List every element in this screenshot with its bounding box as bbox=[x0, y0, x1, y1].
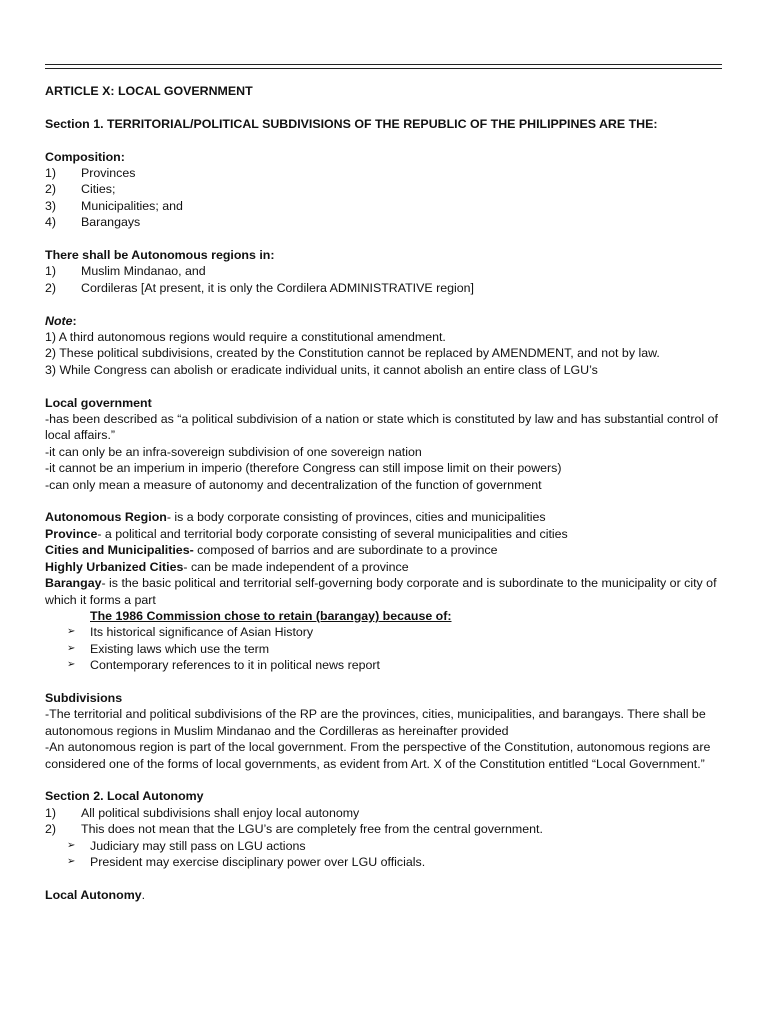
local-government-line: -it cannot be an imperium in imperio (therefore Congress can still impose limit on their powers) bbox=[45, 461, 562, 476]
definition: Barangay- is the basic political and territorial self-governing body corporate and is subordinate to the municipality or city of which it forms a part bbox=[45, 576, 717, 607]
section2-title: Section 2. Local Autonomy bbox=[45, 789, 204, 804]
section2-list bbox=[45, 805, 725, 871]
header-rule-2 bbox=[45, 68, 722, 69]
arrow-bullet-icon: ➢ bbox=[67, 659, 76, 671]
autonomous-list bbox=[45, 263, 725, 296]
list-item: 2) Cordileras [At present, it is only the Cordilera ADMINISTRATIVE region] bbox=[45, 280, 474, 295]
note-line: 3) While Congress can abolish or eradicate individual units, it cannot abolish an entire class of LGU’s bbox=[45, 362, 598, 377]
composition-list bbox=[45, 165, 725, 231]
commission-list bbox=[45, 624, 725, 673]
section1-title: Section 1. TERRITORIAL/POLITICAL SUBDIVISIONS OF THE REPUBLIC OF THE PHILIPPINES ARE THE: bbox=[45, 116, 658, 131]
local-government-line: -has been described as “a political subdivision of a nation or state which is constituted by law and has substantial control of local affairs.” bbox=[45, 412, 718, 443]
definition: Cities and Municipalities- composed of barrios and are subordinate to a province bbox=[45, 543, 498, 558]
commission-title: The 1986 Commission chose to retain (barangay) because of: bbox=[90, 608, 452, 623]
arrow-bullet-icon: ➢ bbox=[67, 626, 76, 638]
header-rule bbox=[45, 64, 722, 65]
note-line: 2) These political subdivisions, created by the Constitution cannot be replaced by AMENDMENT, and not by law. bbox=[45, 346, 660, 361]
definition: Province- a political and territorial body corporate consisting of several municipalities and cities bbox=[45, 526, 568, 541]
note-line: 1) A third autonomous regions would require a constitutional amendment. bbox=[45, 330, 446, 345]
definitions bbox=[45, 509, 725, 607]
definition: Highly Urbanized Cities- can be made independent of a province bbox=[45, 559, 409, 574]
document-page bbox=[45, 83, 725, 903]
subdivisions-line: -The territorial and political subdivisions of the RP are the provinces, cities, municipalities, and barangays. There shall be autonomous regions in Muslim Mindanao and the Cordilleras as hereinafter provided bbox=[45, 707, 706, 738]
list-item: 4) Barangays bbox=[45, 215, 141, 230]
local-government-line: -can only mean a measure of autonomy and decentralization of the function of government bbox=[45, 477, 542, 492]
list-item: 1) All political subdivisions shall enjoy local autonomy bbox=[45, 805, 360, 820]
subdivisions-line: -An autonomous region is part of the local government. From the perspective of the Constitution, autonomous regions are considered one of the forms of local governments, as evident from Art. X of the Constitution entitled “Local Government.” bbox=[45, 740, 711, 771]
local-government-line: -it can only be an infra-sovereign subdivision of one sovereign nation bbox=[45, 444, 422, 459]
list-item: ➢ President may exercise disciplinary power over LGU officials. bbox=[67, 854, 426, 869]
list-item: ➢ Judiciary may still pass on LGU actions bbox=[67, 838, 306, 853]
subdivisions-title: Subdivisions bbox=[45, 690, 123, 705]
arrow-bullet-icon: ➢ bbox=[67, 855, 76, 867]
list-item: ➢ Contemporary references to it in political news report bbox=[67, 658, 380, 673]
arrow-bullet-icon: ➢ bbox=[67, 839, 76, 851]
list-item: 1) Provinces bbox=[45, 166, 136, 180]
autonomous-title: There shall be Autonomous regions in: bbox=[45, 248, 275, 263]
local-government-title: Local government bbox=[45, 395, 152, 410]
note-title: Note: bbox=[45, 313, 77, 328]
definition: Autonomous Region- is a body corporate consisting of provinces, cities and municipalities bbox=[45, 510, 546, 525]
list-item: 2) Cities; bbox=[45, 182, 116, 197]
list-item: 2) This does not mean that the LGU’s are completely free from the central government. bbox=[45, 822, 543, 837]
arrow-bullet-icon: ➢ bbox=[67, 642, 76, 654]
list-item: ➢ Existing laws which use the term bbox=[67, 641, 270, 656]
list-item: 3) Municipalities; and bbox=[45, 198, 183, 213]
list-item: 1) Muslim Mindanao, and bbox=[45, 264, 206, 279]
composition-title: Composition: bbox=[45, 149, 125, 164]
local-autonomy-title: Local Autonomy. bbox=[45, 887, 146, 902]
list-item: ➢ Its historical significance of Asian History bbox=[67, 625, 314, 640]
article-heading: ARTICLE X: LOCAL GOVERNMENT bbox=[45, 84, 253, 98]
